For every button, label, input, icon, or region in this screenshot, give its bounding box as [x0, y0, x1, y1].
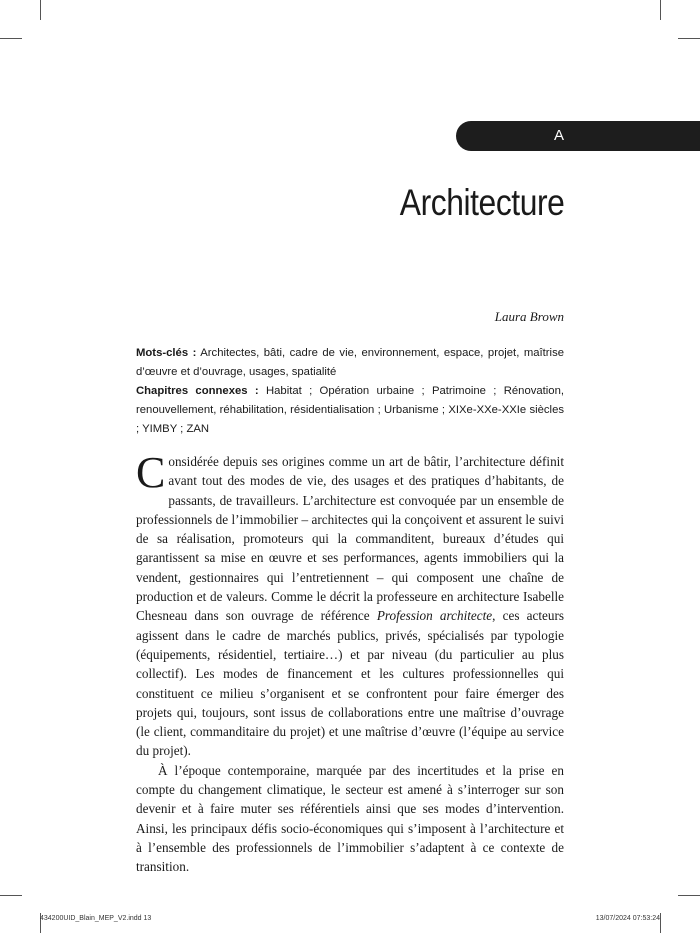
crop-mark-bottom-right — [660, 913, 661, 933]
crop-mark-right-top — [678, 38, 700, 39]
section-letter-tab — [456, 121, 700, 151]
crop-mark-top-left — [40, 0, 41, 20]
keywords-block — [136, 344, 564, 439]
body-text — [136, 448, 564, 877]
crop-mark-right-bottom — [678, 895, 700, 896]
paragraph-1-part-b: , ces acteurs agissent dans le cadre de marchés publics, privés, spécialisés par typologie (équipements, résidentiel, tertiaire…) et par niveau (du particulier au plus collectif). Les modes de financement et les cultures professionnelles qui constituent ce milieu s’organisent et se confrontent pour faire émerger des projets qui, toujours, sont issus de collaborations entre une maîtrise d’ouvrage (le client, commanditaire du projet) et une maîtrise d’œuvre (l’équipe au service du projet). — [136, 608, 564, 759]
section-letter: A — [554, 127, 565, 144]
chapter-title: Architecture — [399, 182, 564, 223]
related-chapters-line — [136, 382, 564, 439]
keywords-label: Mots-clés : — [136, 347, 197, 359]
chapter-author: Laura Brown — [494, 309, 564, 324]
paragraph-2: À l’époque contemporaine, marquée par des incertitudes et la prise en compte du changement climatique, le secteur est amené à s’interroger sur son devenir et à faire muter ses référentiels ainsi que ses modes d’intervention. Ainsi, les principaux défis socio-économiques qui s’imposent à l’architecture et à l’ensemble des professionnels de l’immobilier s’adaptent à ce contexte de transition. — [136, 762, 564, 875]
crop-mark-top-right — [660, 0, 661, 20]
related-chapters-label: Chapitres connexes : — [136, 385, 259, 397]
crop-mark-left-top — [0, 38, 22, 39]
related-chapters-text: Habitat ; Opération urbaine ; Patrimoine ; Rénovation, renouvellement, réhabilitation, résidentialisation ; Urbanisme ; XIXe-XXe-XXIe siècles ; YIMBY ; ZAN — [136, 385, 565, 435]
drop-cap: C — [136, 448, 166, 497]
paragraph-1-part-a: onsidérée depuis ses origines comme un art de bâtir, l’architecture définit avant tout des modes de vie, des usages et des pratiques d’habitants, de passants, de travailleurs. L’architecture est convoquée par un ensemble de professionnels de l’immobilier – architectes qui la conçoivent et assurent le suivi de sa réalisation, promoteurs qui la commanditent, bureaux d’études qui garantissent sa mise en œuvre et ses performances, agents immobiliers qui la vendent, gestionnaires qui l’entretiennent – qui composent une chaîne de production et de valeurs. Comme le décrit la professeure en architecture Isabelle Chesneau dans son ouvrage de référence — [136, 454, 564, 624]
keywords-line — [136, 344, 564, 382]
book-title-italic: Profession architecte — [376, 608, 493, 624]
paragraph-1 — [136, 448, 564, 761]
keywords-text: Architectes, bâti, cadre de vie, environnement, espace, projet, maîtrise d’œuvre et d’ouvrage, usages, spatialité — [136, 347, 565, 378]
footer-file-name: 434200UID_Blain_MEP_V2.indd 13 — [40, 915, 152, 922]
crop-mark-left-bottom — [0, 895, 22, 896]
footer-timestamp: 13/07/2024 07:53:24 — [595, 915, 660, 922]
